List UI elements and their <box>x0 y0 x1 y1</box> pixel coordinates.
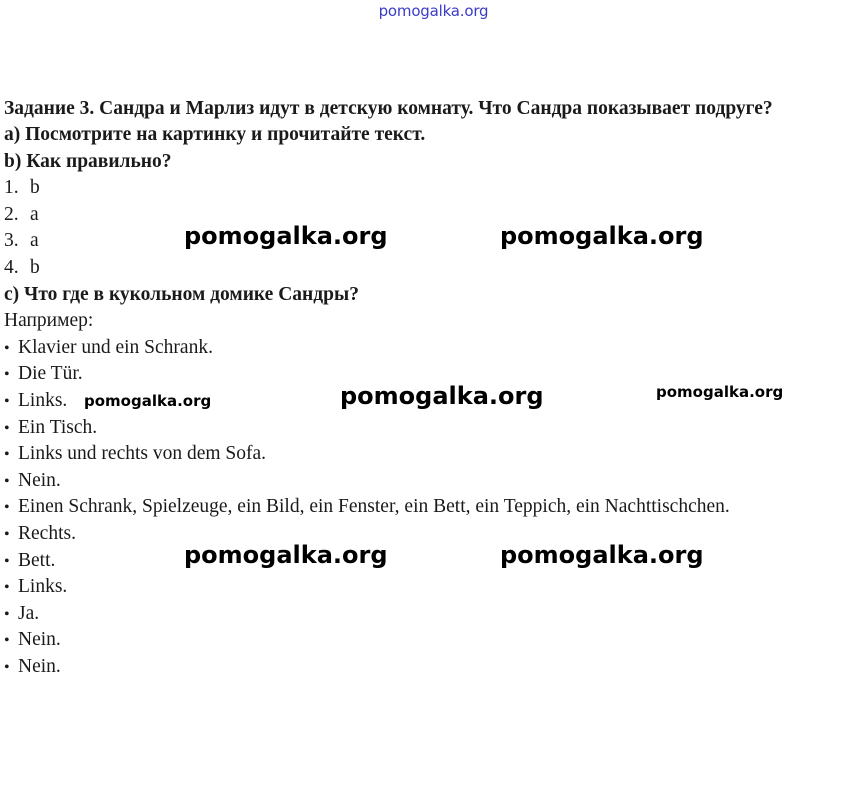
answer-c-item <box>4 415 861 442</box>
item-text: Nein. <box>18 629 61 651</box>
example-label: Например: <box>4 310 94 332</box>
answer-c-item <box>4 654 861 681</box>
answer-c-item <box>4 574 861 601</box>
task-title: Задание 3. Сандра и Марлиз идут в детскую комнату. Что Сандра показывает подруге? <box>4 98 773 119</box>
item-text: Ja. <box>18 602 40 624</box>
answer-c-item <box>4 335 861 362</box>
watermark: pomogalka.org <box>84 392 212 410</box>
item-text: Nein. <box>18 655 61 677</box>
bullet-icon: • <box>4 525 10 543</box>
item-text: Rechts. <box>18 522 76 544</box>
watermark: pomogalka.org <box>184 222 388 250</box>
bullet-icon: • <box>4 419 10 437</box>
item-text: Links. <box>18 576 68 598</box>
item-number: 2. <box>4 203 19 225</box>
site-logo[interactable]: pomogalka.org <box>378 2 489 20</box>
bullet-icon: • <box>4 472 10 490</box>
item-text: Klavier und ein Schrank. <box>18 336 213 358</box>
item-text: Links. <box>18 389 68 411</box>
bullet-icon: • <box>4 552 10 570</box>
part-b-heading: b) Как правильно? <box>4 150 172 172</box>
bullet-icon: • <box>4 658 10 676</box>
answer-c-item <box>4 494 861 521</box>
item-value: b <box>30 177 40 199</box>
item-number: 1. <box>4 177 19 199</box>
watermark: pomogalka.org <box>500 222 704 250</box>
bullet-icon: • <box>4 446 10 464</box>
bullet-icon: • <box>4 632 10 650</box>
item-text: Ein Tisch. <box>18 416 98 438</box>
bullet-icon: • <box>4 392 10 410</box>
item-value: b <box>30 256 40 278</box>
item-text: Einen Schrank, Spielzeuge, ein Bild, ein Fenster, ein Bett, ein Teppich, ein Nachttischchen. <box>18 496 730 518</box>
item-text: Links und rechts von dem Sofa. <box>18 443 267 465</box>
answer-c-item <box>4 521 861 548</box>
bullet-icon: • <box>4 499 10 517</box>
watermark: pomogalka.org <box>656 383 784 401</box>
answer-c-item <box>4 441 861 468</box>
item-number: 3. <box>4 230 19 252</box>
watermark: pomogalka.org <box>340 382 544 410</box>
answer-b-item <box>4 175 861 202</box>
part-c-heading: c) Что где в кукольном домике Сандры? <box>4 283 359 305</box>
bullet-icon: • <box>4 339 10 357</box>
answer-c-item <box>4 627 861 654</box>
answer-b-item <box>4 228 861 255</box>
item-number: 4. <box>4 256 19 278</box>
part-a-heading: а) Посмотрите на картинку и прочитайте текст. <box>4 124 426 145</box>
bullet-icon: • <box>4 366 10 384</box>
answer-b-item <box>4 202 861 229</box>
answer-c-item <box>4 468 861 495</box>
item-text: Bett. <box>18 549 56 571</box>
answer-b-item <box>4 255 861 282</box>
item-value: a <box>30 203 39 225</box>
watermark: pomogalka.org <box>500 541 704 569</box>
answer-c-item <box>4 548 861 575</box>
item-text: Die Tür. <box>18 363 83 385</box>
answer-c-item <box>4 601 861 628</box>
watermark: pomogalka.org <box>184 541 388 569</box>
item-value: a <box>30 230 39 252</box>
item-text: Nein. <box>18 469 61 491</box>
bullet-icon: • <box>4 605 10 623</box>
bullet-icon: • <box>4 579 10 597</box>
